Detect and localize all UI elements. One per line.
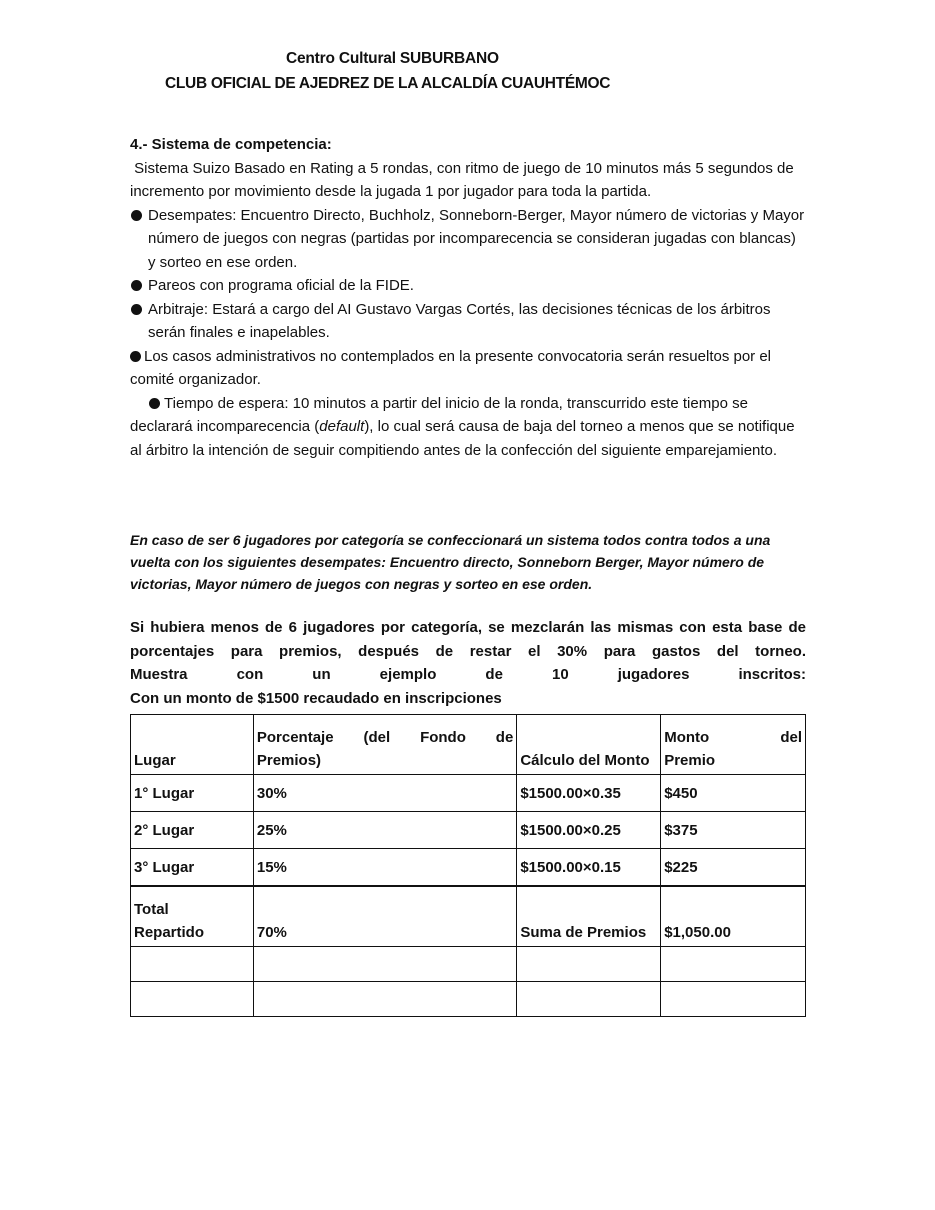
header-text: Premio — [664, 752, 716, 769]
empty-cell — [661, 982, 806, 1017]
bullet-arbitration — [130, 298, 806, 345]
header-cell-porcentaje — [253, 715, 516, 775]
bullet-text: Arbitraje: Estará a cargo del AI Gustavo Vargas Cortés, las decisiones técnicas de los árbitros serán finales e inapelables. — [148, 300, 771, 341]
competition-system-section — [130, 133, 806, 462]
header-text: Monto del — [664, 729, 802, 746]
cell-porcentaje: 15% — [253, 849, 516, 887]
bullet-text: Desempates: Encuentro Directo, Buchholz, Sonneborn-Berger, Mayor número de victorias y Mayor número de juegos con negras (partidas por incomparecencia se consideran jugadas con blancas) y sorteo en ese orden. — [148, 206, 805, 271]
cell-total-monto: $1,050.00 — [661, 886, 806, 947]
total-label-text: Repartido — [134, 924, 205, 941]
round-robin-note: En caso de ser 6 jugadores por categoría se confeccionará un sistema todos contra todos a una vuelta con los siguientes desempates: Encuentro directo, Sonneborn Berger, Mayor número de victorias, Mayor número de juegos con negras y sorteo en ese orden. — [130, 532, 771, 592]
empty-cell — [517, 947, 661, 982]
empty-cell — [253, 947, 516, 982]
header-text: Porcentaje (del Fondo de — [256, 729, 514, 746]
table-row — [131, 812, 806, 849]
cell-calculo: $1500.00×0.25 — [517, 812, 661, 849]
mix-note-line: Si hubiera menos de 6 jugadores por categoría, se mezclarán las mismas con esta base de — [130, 619, 806, 636]
table-total-row — [131, 886, 806, 947]
empty-cell — [517, 982, 661, 1017]
cell-monto: $375 — [661, 812, 806, 849]
bullet-icon — [131, 210, 142, 221]
cell-porcentaje: 25% — [253, 812, 516, 849]
cell-calculo: $1500.00×0.35 — [517, 775, 661, 812]
empty-cell — [131, 947, 254, 982]
bullet-text: Los casos administrativos no contemplados en la presente convocatoria serán resueltos por el comité organizador. — [130, 347, 772, 388]
header-text: Premios) — [256, 752, 322, 769]
bullet-icon — [131, 280, 142, 291]
prize-table — [130, 714, 806, 1017]
bullet-text: Pareos con programa oficial de la FIDE. — [148, 277, 414, 294]
mix-note — [130, 616, 806, 710]
bullet-pairings — [130, 274, 806, 298]
empty-cell — [253, 982, 516, 1017]
header-subtitle: CLUB OFICIAL DE AJEDREZ DE LA ALCALDÍA CUAUHTÉMOC — [165, 75, 611, 92]
total-label-text: Total — [134, 901, 169, 918]
section-intro: Sistema Suizo Basado en Rating a 5 rondas, con ritmo de juego de 10 minutos más 5 segundos de incremento por movimiento desde la jugada 1 por jugador para toda la partida. — [130, 159, 798, 200]
bullet-icon — [130, 351, 141, 362]
cell-lugar: 1° Lugar — [131, 775, 254, 812]
table-header-row — [131, 715, 806, 775]
bullet-waiting-time — [130, 392, 806, 463]
mix-note-line: Con un monto de $1500 recaudado en inscripciones — [130, 689, 502, 707]
mix-note-line: porcentajes para premios, después de restar el 30% para gastos del torneo. — [130, 642, 806, 660]
cell-total-calculo: Suma de Premios — [517, 886, 661, 947]
cell-lugar: 3° Lugar — [131, 849, 254, 887]
cell-total-label — [131, 886, 254, 947]
table-empty-row — [131, 982, 806, 1017]
header-cell-lugar: Lugar — [131, 715, 254, 775]
empty-cell — [661, 947, 806, 982]
cell-monto: $225 — [661, 849, 806, 887]
table-row — [131, 849, 806, 887]
cell-calculo: $1500.00×0.15 — [517, 849, 661, 887]
header-title: Centro Cultural SUBURBANO — [286, 50, 499, 67]
bullet-icon — [149, 398, 160, 409]
cell-porcentaje: 30% — [253, 775, 516, 812]
bullet-icon — [131, 304, 142, 315]
cell-monto: $450 — [661, 775, 806, 812]
cell-total-porcentaje: 70% — [253, 886, 516, 947]
section-title: 4.- Sistema de competencia: — [130, 136, 332, 153]
wait-text-after: ), lo cual será causa de baja del torneo a menos que se notifique al árbitro la intención de seguir compitiendo antes de la confección del siguiente emparejamiento. — [130, 418, 795, 459]
cell-lugar: 2° Lugar — [131, 812, 254, 849]
bullet-administrative — [130, 345, 806, 392]
wait-text-italic: default — [319, 418, 365, 435]
table-row — [131, 775, 806, 812]
table-empty-row — [131, 947, 806, 982]
bullet-tiebreaks — [130, 204, 806, 275]
mix-note-line: Muestra con un ejemplo de 10 jugadores inscritos: — [130, 666, 806, 683]
wait-text-before: Tiempo de espera: 10 minutos a partir del inicio de la ronda, transcurrido este tiempo se declarará incomparecencia ( — [130, 394, 748, 435]
header-cell-monto — [661, 715, 806, 775]
empty-cell — [131, 982, 254, 1017]
header-cell-calculo: Cálculo del Monto — [517, 715, 661, 775]
